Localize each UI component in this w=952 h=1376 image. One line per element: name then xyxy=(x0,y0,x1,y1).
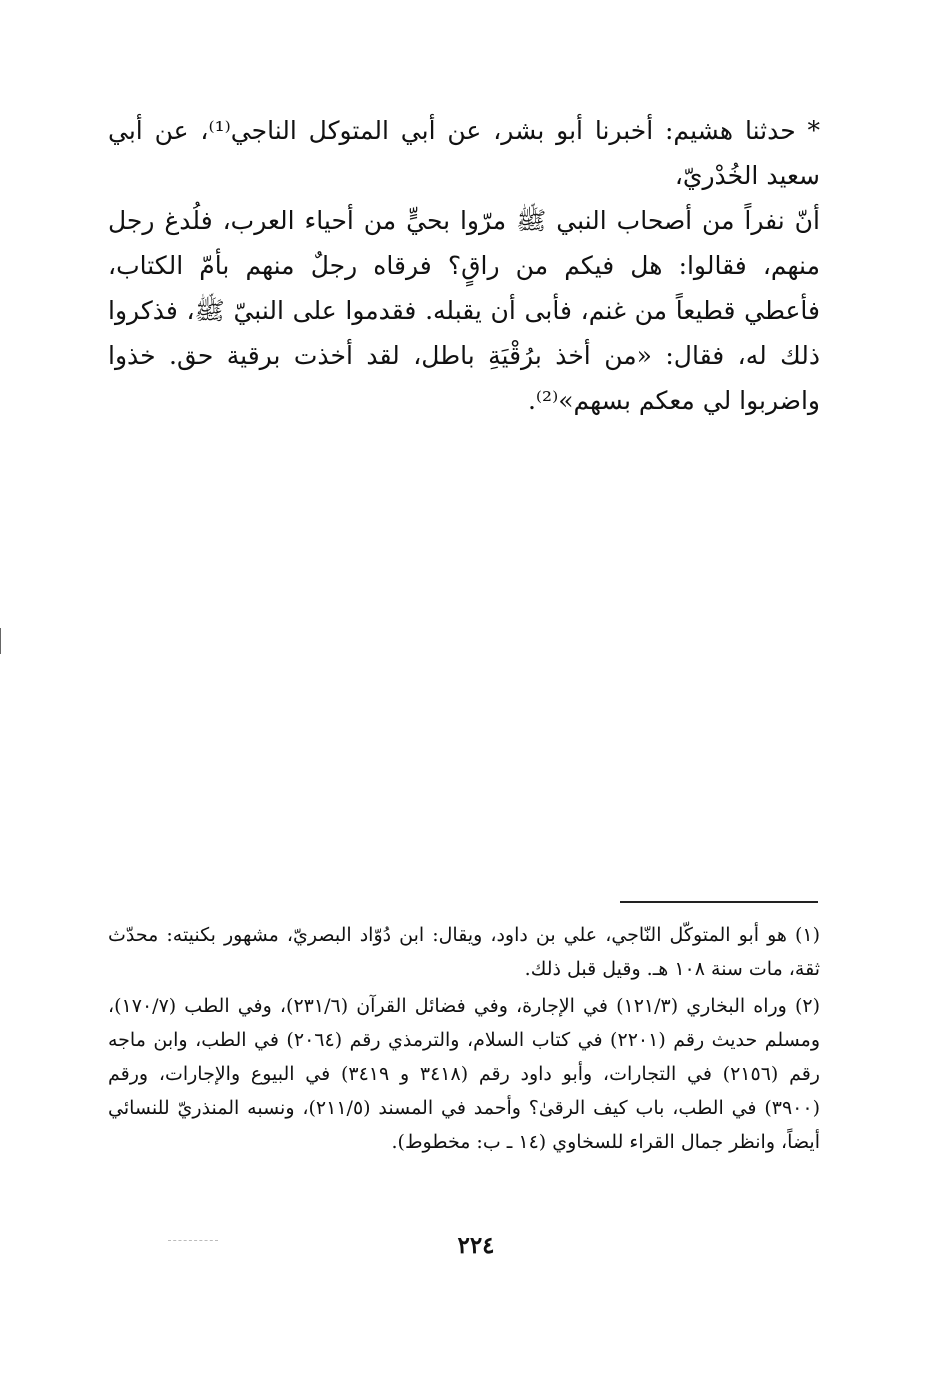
hadith-isnad: * حدثنا هشيم: أخبرنا أبو بشر، عن أبي المتوكل الناجي⁽¹⁾، عن أبي سعيد الخُدْريّ، xyxy=(108,116,821,190)
footnote-2: (٢) وراه البخاري (١٢١/٣) في الإجارة، وفي فضائل القرآن (٢٣١/٦)، وفي الطب (١٧٠/٧)، ومسلم حديث رقم (٢٢٠١) في كتاب السلام، والترمذي رقم (٢٠٦٤) في الطب، وابن ماجه رقم (٢١٥٦) في التجارات، وأبو داود رقم (٣٤١٨ و ٣٤١٩) في البيوع والإجارات، ورقم (٣٩٠٠) في الطب، باب كيف الرقىٰ؟ وأحمد في المسند (٢١١/٥)، ونسبه المنذريّ للنسائي أيضاً، وانظر جمال القراء للسخاوي (١٤ ـ ب: مخطوط). xyxy=(108,995,821,1153)
scan-smudge xyxy=(168,1240,218,1241)
footnotes-section xyxy=(108,918,820,1162)
footnote-1: (١) هو أبو المتوكّل النّاجي، علي بن داود، ويقال: ابن دُوّاد البصريّ، مشهور بكنيته: محدّث ثقة، مات سنة ١٠٨ هـ. وقيل قبل ذلك. xyxy=(108,924,820,980)
page-number: ٢٢٤ xyxy=(457,1232,495,1259)
hadith-matn: أنّ نفراً من أصحاب النبي ﷺ مرّوا بحيٍّ من أحياء العرب، فلُدغ رجل منهم، فقالوا: هل فيكم من راقٍ؟ فرقاه رجلٌ منهم بأمّ الكتاب، فأعطي قطيعاً من غنم، فأبى أن يقبله. فقدموا على النبيّ ﷺ، فذكروا ذلك له، فقال: «من أخذ برُقْيَةِ باطل، لقد أخذت برقية حق. خذوا واضربوا لي معكم بسهم»⁽²⁾. xyxy=(108,206,820,415)
footnote-divider xyxy=(620,901,818,903)
scan-artifact xyxy=(0,628,6,654)
